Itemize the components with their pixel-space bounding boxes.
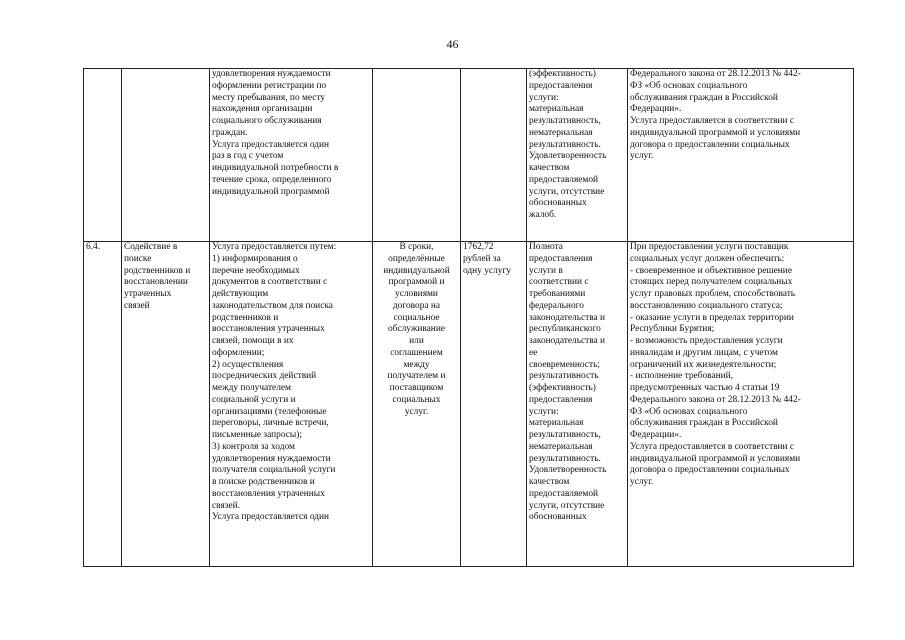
cell-text-line: связей.: [212, 500, 241, 511]
cell-text-line: удовлетворения нуждаемости: [212, 69, 331, 79]
cell-text-line: социального обслуживания: [212, 116, 322, 126]
cell-text-line: предоставляемой: [529, 174, 599, 185]
page-number: 46: [446, 37, 459, 51]
cell-text-line: обоснованных: [529, 198, 587, 209]
service-indicators-cell: [527, 69, 628, 242]
cell-text-line: результативность,: [529, 430, 601, 440]
cell-text-line: социальных: [392, 394, 441, 405]
cell-text-line: своевременность;: [529, 359, 600, 370]
cell-text-line: социальное: [393, 312, 440, 323]
service-name-cell: [122, 69, 210, 242]
cell-text-line: результативность,: [529, 116, 601, 126]
cell-text-line: стоящих перед получателем социальных: [630, 277, 793, 288]
cell-text-line: договора о предоставлении социальных: [630, 465, 790, 476]
cell-text-line: или: [409, 336, 424, 346]
cell-text-line: соответствии с: [529, 277, 589, 288]
cell-text-line: предоставления: [529, 253, 593, 264]
service-indicators-cell: [527, 242, 628, 567]
cell-text-line: договора на: [392, 300, 441, 311]
cell-text-line: раз в год с учетом: [212, 151, 284, 162]
cell-text-line: 3) контроля за ходом: [212, 441, 295, 452]
cell-text-line: Услуга предоставляется один: [212, 139, 330, 150]
cell-text-line: в поиске родственников и: [212, 477, 315, 487]
cell-text-line: обслуживания граждан в Российской: [630, 418, 778, 429]
cell-text-line: действующим: [212, 289, 269, 299]
cell-text-line: 6.4.: [86, 242, 101, 252]
service-description-cell: [210, 69, 373, 242]
cell-text-line: предоставления: [529, 80, 593, 91]
cell-text-line: получателя социальной услуги: [212, 465, 336, 476]
cell-text-line: - исполнение требований,: [630, 371, 733, 382]
table-row: [84, 69, 854, 242]
cell-text-line: между: [403, 359, 430, 370]
cell-text-line: связей: [124, 300, 150, 311]
cell-text-line: индивидуальной программой и условиями: [630, 453, 801, 464]
cell-text-line: восстановления утраченных: [212, 324, 325, 335]
cell-text-line: (эффективность): [529, 69, 596, 79]
cell-text-line: - возможность предоставления услуги: [630, 336, 783, 346]
cell-text-line: услуг.: [630, 151, 654, 162]
cell-text-line: соглашением: [390, 347, 443, 358]
cell-text-line: родственников и: [124, 265, 191, 276]
cell-text-line: условиями: [395, 289, 438, 299]
cell-text-line: посреднических действий: [212, 371, 317, 382]
cell-text-line: качеством: [529, 477, 570, 487]
cell-text-line: нахождения организации: [212, 104, 313, 115]
cell-text-line: Республики Бурятия;: [630, 324, 715, 335]
cell-text-line: предоставляемой: [529, 488, 599, 499]
cell-text-line: утраченных: [124, 289, 172, 299]
cell-text-line: перечне необходимых: [212, 265, 300, 276]
service-conditions-cell: [628, 69, 854, 242]
cell-text-line: индивидуальной: [383, 265, 450, 276]
cell-text-line: результативность.: [529, 139, 601, 150]
service-conditions-cell: [628, 242, 854, 567]
cell-text-line: поиске: [124, 253, 152, 264]
cell-text-line: услуг.: [404, 406, 429, 417]
cell-text-line: Удовлетворенность: [529, 151, 607, 162]
cell-text-line: удовлетворения нуждаемости: [212, 453, 331, 464]
cell-text-line: договора о предоставлении социальных: [630, 139, 790, 150]
cell-text-line: результативность.: [529, 453, 601, 464]
cell-text-line: обслуживание: [387, 324, 445, 335]
cell-text-line: 2) осуществления: [212, 359, 284, 370]
cell-text-line: определённые: [388, 253, 445, 264]
cell-text-line: законодательства и: [529, 336, 606, 346]
cell-text-line: В сроки,: [399, 242, 434, 252]
cell-text-line: 1) информирования о: [212, 253, 298, 264]
cell-text-line: нематериальная: [529, 127, 593, 138]
cell-text-line: получателем и: [387, 371, 446, 382]
cell-text-line: результативность: [529, 371, 599, 382]
cell-text-line: При предоставлении услуги поставщик: [630, 242, 789, 252]
cell-text-line: материальная: [529, 418, 584, 429]
cell-text-line: Федерации».: [630, 104, 682, 115]
table-row: [84, 242, 854, 567]
cell-text-line: услуги, отсутствие: [529, 500, 605, 511]
cell-text-line: родственников и: [212, 312, 279, 323]
service-price-cell: [461, 242, 527, 567]
cell-text-line: обслуживания граждан в Российской: [630, 92, 778, 103]
cell-text-line: Федерального закона от 28.12.2013 № 442-: [630, 394, 801, 405]
cell-text-line: восстановления утраченных: [212, 488, 325, 499]
cell-text-line: Услуга предоставляется путем:: [212, 242, 337, 252]
cell-text-line: письменные запросы);: [212, 430, 302, 440]
cell-text-line: услуги:: [529, 406, 559, 417]
cell-text-line: материальная: [529, 104, 584, 115]
cell-text-line: рублей за: [463, 253, 501, 264]
cell-text-line: граждан.: [212, 127, 248, 138]
cell-text-line: качеством: [529, 163, 570, 173]
cell-text-line: законодательства и: [529, 312, 606, 323]
cell-text-line: Содействие в: [124, 242, 178, 252]
cell-text-line: республиканского: [529, 324, 601, 335]
cell-text-line: переговоры, личные встречи,: [212, 418, 329, 429]
cell-text-line: предусмотренных частью 4 статьи 19: [630, 383, 780, 393]
cell-text-line: программой и: [388, 277, 445, 288]
cell-text-line: ФЗ «Об основах социального: [630, 80, 748, 91]
cell-text-line: - оказание услуги в пределах территории: [630, 312, 794, 323]
service-price-cell: [461, 69, 527, 242]
cell-text-line: предоставления: [529, 394, 593, 405]
cell-text-line: законодательством для поиска: [212, 300, 333, 311]
cell-text-line: индивидуальной программой и условиями: [630, 127, 801, 138]
cell-text-line: одну услугу: [463, 265, 511, 276]
cell-text-line: социальных услуг должен обеспечить:: [630, 253, 785, 264]
cell-text-line: федерального: [529, 300, 584, 311]
cell-text-line: - своевременное и объективное решение: [630, 265, 792, 276]
cell-text-line: (эффективность): [529, 383, 596, 393]
services-table: [83, 68, 854, 567]
service-terms-cell: [373, 242, 461, 567]
cell-text-line: оформлении регистрации по: [212, 80, 327, 91]
cell-text-line: Полнота: [529, 242, 563, 252]
cell-text-line: услуги, отсутствие: [529, 186, 605, 197]
cell-text-line: 1762,72: [463, 242, 494, 252]
service-number-cell: [84, 69, 122, 242]
cell-text-line: ФЗ «Об основах социального: [630, 406, 748, 417]
cell-text-line: течение срока, определенного: [212, 174, 332, 185]
cell-text-line: Услуга предоставляется один: [212, 512, 330, 523]
cell-text-line: Удовлетворенность: [529, 465, 607, 476]
cell-text-line: Федерального закона от 28.12.2013 № 442-: [630, 69, 801, 79]
cell-text-line: услуг правовых проблем, способствовать: [630, 289, 796, 299]
cell-text-line: услуги в: [529, 265, 563, 276]
cell-text-line: документов в соответствии с: [212, 277, 328, 288]
cell-text-line: организациями (телефонные: [212, 406, 327, 417]
cell-text-line: услуг.: [630, 477, 654, 487]
cell-text-line: поставщиком: [389, 383, 444, 393]
service-description-cell: [210, 242, 373, 567]
cell-text-line: инвалидам и другим лицам, с учетом: [630, 347, 778, 358]
cell-text-line: ограничений их жизнедеятельности;: [630, 359, 777, 370]
service-number-cell: [84, 242, 122, 567]
cell-text-line: услуги:: [529, 92, 559, 103]
cell-text-line: связей, помощи в их: [212, 336, 294, 346]
service-name-cell: [122, 242, 210, 567]
cell-text-line: восстановлению социального статуса;: [630, 300, 783, 311]
cell-text-line: нематериальная: [529, 441, 593, 452]
service-terms-cell: [373, 69, 461, 242]
cell-text-line: оформлении;: [212, 347, 265, 358]
cell-text-line: жалоб.: [529, 210, 557, 220]
cell-text-line: месту пребывания, по месту: [212, 92, 326, 103]
cell-text-line: индивидуальной программой: [212, 186, 330, 197]
cell-text-line: между получателем: [212, 383, 291, 393]
cell-text-line: социальной услуги и: [212, 394, 296, 405]
cell-text-line: восстановлении: [124, 277, 188, 288]
cell-text-line: ее: [529, 347, 538, 358]
cell-text-line: обоснованных: [529, 512, 587, 523]
cell-text-line: индивидуальной потребности в: [212, 163, 339, 173]
cell-text-line: Услуга предоставляется в соответствии с: [630, 116, 795, 126]
cell-text-line: требованиями: [529, 289, 586, 299]
cell-text-line: Услуга предоставляется в соответствии с: [630, 441, 795, 452]
cell-text-line: Федерации».: [630, 430, 682, 440]
